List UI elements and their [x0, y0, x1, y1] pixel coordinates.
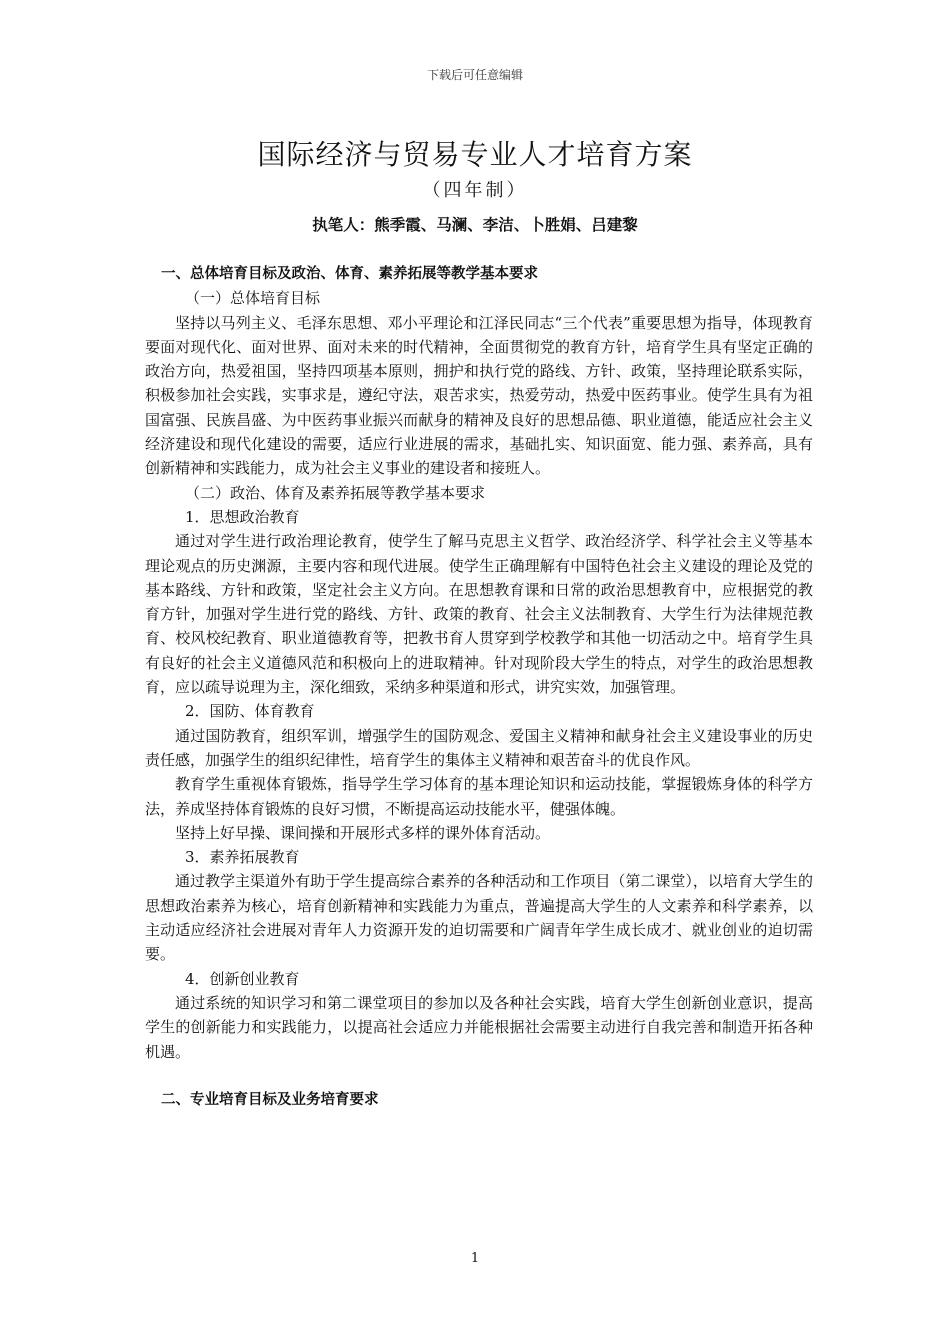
paragraph-defense-education: 通过国防教育，组织军训，增强学生的国防观念、爱国主义精神和献身社会主义建设事业的历史责任感，加强学生的组织纪律性，培育学生的集体主义精神和艰苦奋斗的优良作风。 — [145, 726, 813, 769]
section-heading-2: 二、专业培育目标及业务培育要求 — [161, 1091, 379, 1108]
document-subtitle: （四年制） — [422, 180, 528, 201]
item-heading-defense-sports: 2．国防、体育教育 — [185, 702, 315, 721]
subsection-heading-overall-goal: （一）总体培育目标 — [185, 289, 321, 308]
item-heading-political-education: 1．思想政治教育 — [185, 507, 300, 526]
paragraph-innovation: 通过系统的知识学习和第二课堂项目的参加以及各种社会实践，培育大学生创新创业意识，提高学生的创新能力和实践能力，以提高社会适应力并能根据社会需要主动进行自我完善和制造开拓各种机遇。 — [145, 993, 813, 1061]
subsection-heading-requirements: （二）政治、体育及素养拓展等教学基本要求 — [185, 483, 486, 502]
header-note: 下载后可任意编辑 — [426, 68, 523, 82]
item-heading-innovation: 4．创新创业教育 — [185, 969, 300, 988]
paragraph-sports-activities: 坚持上好早操、课间操和开展形式多样的课外体育活动。 — [175, 823, 551, 842]
section-spacer — [145, 1064, 813, 1088]
paragraph-sports-education: 教育学生重视体育锻炼，指导学生学习体育的基本理论知识和运动技能，掌握锻炼身体的科学方法，养成坚持体育锻炼的良好习惯，不断提高运动技能水平，健强体魄。 — [145, 775, 813, 818]
document-body — [145, 262, 813, 1112]
section-heading-1: 一、总体培育目标及政治、体育、素养拓展等教学基本要求 — [161, 266, 538, 282]
item-heading-quality-expansion: 3．素养拓展教育 — [185, 848, 300, 867]
page-number: 1 — [470, 1251, 480, 1266]
paragraph-overall-goal: 坚持以马列主义、毛泽东思想、邓小平理论和江泽民同志“三个代表”重要思想为指导，体现教育要面对现代化、面对世界、面对未来的时代精神，全面贯彻党的教育方针，培育学生具有坚定正确的政治方向，热爱祖国，坚持四项基本原则，拥护和执行党的路线、方针、政策，坚持理论联系实际，积极参加社会实践，实事求是，遵纪守法，艰苦求实，热爱劳动，热爱中医药事业。使学生具有为祖国富强、民族昌盛、为中医药事业振兴而献身的精神及良好的思想品德、职业道德，能适应社会主义经济建设和现代化建设的需要，适应行业进展的需求，基础扎实、知识面宽、能力强、素养高，具有创新精神和实践能力，成为社会主义事业的建设者和接班人。 — [145, 313, 813, 478]
paragraph-quality-expansion: 通过教学主渠道外有助于学生提高综合素养的各种活动和工作项目（第二课堂），以培育大学生的思想政治素养为核心，培育创新精神和实践能力为重点，普遍提高大学生的人文素养和科学素养，以主动适应经济社会进展对青年人力资源开发的迫切需要和广阔青年学生成长成才、就业创业的迫切需要。 — [145, 872, 813, 964]
authors-line: 执笔人：熊季霞、马澜、李洁、卜胜娟、吕建黎 — [312, 216, 638, 234]
document-title: 国际经济与贸易专业人才培育方案 — [257, 138, 693, 171]
paragraph-political-education: 通过对学生进行政治理论教育，使学生了解马克思主义哲学、政治经济学、科学社会主义等基本理论观点的历史渊源，主要内容和现代进展。使学生正确理解有中国特色社会主义建设的理论及党的基本路线、方针和政策，坚定社会主义方向。在思想教育课和日常的政治思想教育中，应根据党的教育方针，加强对学生进行党的路线、方针、政策的教育、社会主义法制教育、大学生行为法律规范教育、校风校纪教育、职业道德教育等，把教书育人贯穿到学校教学和其他一切活动之中。培育学生具有良好的社会主义道德风范和积极向上的进取精神。针对现阶段大学生的特点，对学生的政治思想教育，应以疏导说理为主，深化细致，采纳多种渠道和形式，讲究实效，加强管理。 — [145, 532, 813, 697]
